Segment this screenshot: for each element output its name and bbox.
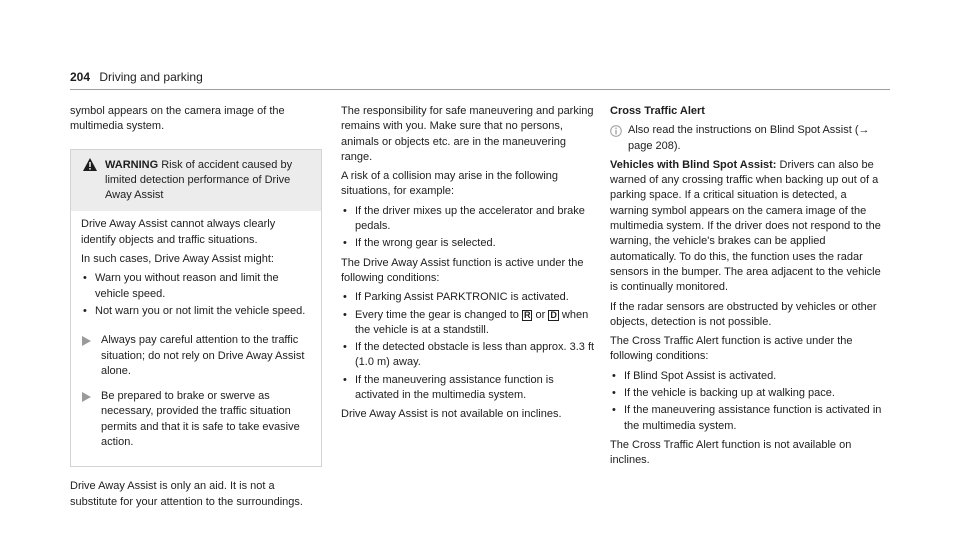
action-tip-1 [81,333,311,379]
list-item: • If Blind Spot Assist is activated. [610,369,888,384]
info-note [610,123,888,154]
warning-list [81,271,311,319]
gear-r-icon: R [523,309,531,320]
section-title: Driving and parking [99,70,203,84]
list-item: • If the wrong gear is selected. [341,236,596,251]
list-item: • If the detected obstacle is less than approx. 3.3 ft (1.0 m) away. [341,340,596,371]
info-icon [610,125,622,137]
after-warning-text: Drive Away Assist is only an aid. It is not a substitute for your attention to the surroundings. [70,480,303,508]
list-item: • If Parking Assist PARKTRONIC is activated. [341,290,596,305]
vehicles-label: Vehicles with Blind Spot Assist: [610,158,777,171]
warning-header [71,150,321,212]
intro-text: symbol appears on the camera image of the multimedia system. [70,105,285,133]
gear-text-post: when the vehicle is at a standstill. [355,308,589,336]
collision-list [341,204,596,252]
warning-triangle-icon [83,158,97,171]
list-item: • If the vehicle is backing up at walking pace. [610,386,888,401]
page-number: 204 [70,70,91,84]
warning-box [70,149,322,468]
tip-text-2: Be prepared to brake or swerve as necessary, provided the traffic situation permits and that it is safe to take evasive action. [101,390,300,449]
warning-text-1: Drive Away Assist cannot always clearly identify objects and traffic situations. [81,218,276,246]
column-3 [610,104,888,473]
column-1 [70,104,318,514]
arrow-right-icon [81,336,92,346]
warning-text-2: In such cases, Drive Away Assist might: [81,253,274,266]
collision-risk-text: A risk of a collision may arise in the following situations, for example: [341,170,559,198]
info-text: Also read the instructions on Blind Spot Assist (→ page 208). [628,124,870,152]
gear-d-icon: D [550,309,557,320]
conditions-text: The Drive Away Assist function is active under the following conditions: [341,256,584,284]
cta-conditions-text: The Cross Traffic Alert function is active under the following conditions: [610,335,853,363]
list-item: • Warn you without reason and limit the vehicle speed. [81,271,311,302]
warning-title: Risk of accident caused by limited detection performance of Drive Away Assist [105,158,293,202]
list-item-gear [341,308,596,339]
inclines-text: Drive Away Assist is not available on inclines. [341,408,562,421]
header-divider [70,89,890,90]
gear-text-or: or [535,308,546,321]
arrow-right-icon [81,392,92,402]
responsibility-text: The responsibility for safe maneuvering and parking remains with you. Make sure that no persons, animals or objects etc. are in the maneuvering range. [341,105,594,163]
list-item: • If the driver mixes up the accelerator and brake pedals. [341,204,596,235]
list-item: • If the maneuvering assistance function is activated in the multimedia system. [341,373,596,404]
cta-conditions-list [610,369,888,434]
cta-inclines-text: The Cross Traffic Alert function is not available on inclines. [610,438,852,467]
vehicles-text: Drivers can also be warned of any crossing traffic when backing up out of a parking space. If a critical situation is detected, a warning symbol appears on the camera image of the multimedia system. If the driver does not respond to the warning, the vehicle's brakes can be applied automatically. To do this, the function uses the radar sensors in the bumper. The area adjacent to the vehicle is continually monitored. [610,158,881,294]
warning-body [71,211,321,466]
vehicles-paragraph [610,158,888,296]
list-item: • Not warn you or not limit the vehicle speed. [81,304,311,319]
column-2 [341,104,596,427]
section-heading: Cross Traffic Alert [610,105,705,117]
sensors-text: If the radar sensors are obstructed by vehicles or other objects, detection is not possible. [610,300,877,328]
tip-text-1: Always pay careful attention to the traffic situation; do not rely on Drive Away Assist alone. [101,334,305,377]
action-tip-2 [81,389,311,450]
conditions-list [341,290,596,403]
list-item: • If the maneuvering assistance function is activated in the multimedia system. [610,403,888,434]
warning-label: WARNING [105,158,159,171]
page-header [70,70,203,84]
gear-text-pre: Every time the gear is changed to [355,308,519,321]
